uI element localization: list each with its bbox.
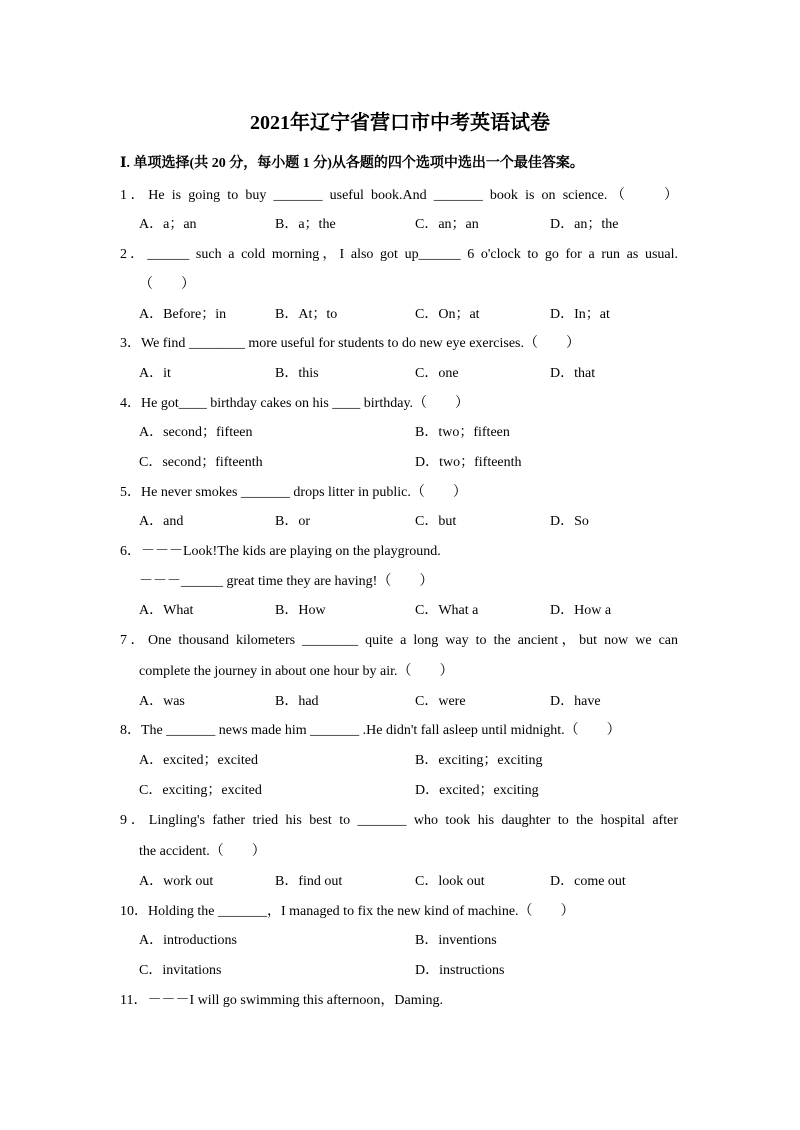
q3-option-a: A．it [139, 366, 171, 381]
question-7-stem: 7．One thousand kilometers ________ quite a long way to the ancient，but now we can [120, 633, 678, 648]
q8-option-b: B．exciting；exciting [415, 753, 543, 768]
q10-option-d: D．instructions [415, 963, 505, 978]
exam-title: 2021年辽宁省营口市中考英语试卷 [250, 112, 550, 134]
q2-option-b: B．At；to [275, 307, 338, 322]
q10-option-c: C．invitations [139, 963, 222, 978]
question-6-stem-cont: －－－______ great time they are having!（ ） [139, 574, 434, 589]
q7-option-a: A．was [139, 694, 185, 709]
q4-option-b: B．two；fifteen [415, 425, 510, 440]
question-7-stem-cont: complete the journey in about one hour by air.（ ） [139, 664, 454, 679]
q1-option-b: B．a；the [275, 217, 336, 232]
question-8-stem: 8．The _______ news made him _______ .He didn't fall asleep until midnight.（ ） [120, 723, 621, 738]
q4-option-a: A．second；fifteen [139, 425, 253, 440]
question-1-stem: 1．He is going to buy _______ useful book.And _______ book is on science.（ ） [120, 188, 678, 203]
q8-option-a: A．excited；excited [139, 753, 258, 768]
question-10-stem: 10．Holding the _______，I managed to fix the new kind of machine.（ ） [120, 904, 575, 919]
q6-option-c: C．What a [415, 603, 479, 618]
q1-option-d: D．an；the [550, 217, 619, 232]
q6-option-b: B．How [275, 603, 326, 618]
q7-option-b: B．had [275, 694, 319, 709]
q5-option-d: D．So [550, 514, 589, 529]
q4-option-c: C．second；fifteenth [139, 455, 263, 470]
q9-option-a: A．work out [139, 874, 214, 889]
question-5-stem: 5．He never smokes _______ drops litter in public.（ ） [120, 485, 467, 500]
question-11-stem: 11．－－－I will go swimming this afternoon，Daming. [120, 993, 444, 1008]
q2-option-c: C．On；at [415, 307, 480, 322]
q9-option-c: C．look out [415, 874, 485, 889]
q9-option-d: D．come out [550, 874, 626, 889]
q1-option-a: A．a；an [139, 217, 197, 232]
q3-option-b: B．this [275, 366, 319, 381]
question-9-stem-cont: the accident.（ ） [139, 844, 266, 859]
q2-option-d: D．In；at [550, 307, 610, 322]
q1-option-c: C．an；an [415, 217, 479, 232]
q8-option-c: C．exciting；excited [139, 783, 262, 798]
question-4-stem: 4．He got____ birthday cakes on his ____ birthday.（ ） [120, 396, 470, 411]
q5-option-c: C．but [415, 514, 457, 529]
q5-option-b: B．or [275, 514, 310, 529]
question-6-stem: 6．－－－Look!The kids are playing on the playground. [120, 544, 441, 559]
question-3-stem: 3．We find ________ more useful for students to do new eye exercises.（ ） [120, 336, 580, 351]
section-heading: Ⅰ. 单项选择(共 20 分，每小题 1 分)从各题的四个选项中选出一个最佳答案。 [120, 156, 584, 171]
q3-option-c: C．one [415, 366, 459, 381]
q10-option-b: B．inventions [415, 933, 497, 948]
question-2-stem-cont: （ ） [139, 277, 195, 292]
q2-option-a: A．Before；in [139, 307, 227, 322]
q10-option-a: A．introductions [139, 933, 237, 948]
q4-option-d: D．two；fifteenth [415, 455, 522, 470]
q8-option-d: D．excited；exciting [415, 783, 539, 798]
q5-option-a: A．and [139, 514, 184, 529]
q3-option-d: D．that [550, 366, 596, 381]
q7-option-d: D．have [550, 694, 601, 709]
question-2-stem: 2．______ such a cold morning，I also got up______ 6 o'clock to go for a run as usual. [120, 247, 678, 262]
q6-option-d: D．How a [550, 603, 612, 618]
q7-option-c: C．were [415, 694, 466, 709]
q6-option-a: A．What [139, 603, 194, 618]
question-9-stem: 9．Lingling's father tried his best to _______ who took his daughter to the hospital after [120, 813, 678, 828]
q9-option-b: B．find out [275, 874, 343, 889]
